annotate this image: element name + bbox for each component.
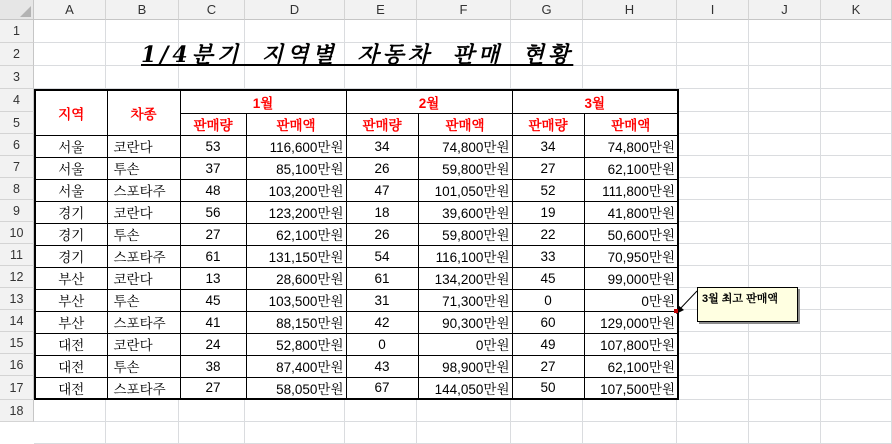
region-cell[interactable]: 부산	[35, 311, 107, 333]
column-header-a[interactable]: A	[34, 0, 106, 20]
amount-mar-cell[interactable]: 50,600만원	[584, 223, 678, 245]
row-header-16[interactable]: 16	[0, 354, 34, 376]
amount-jan-cell[interactable]: 52,800만원	[246, 333, 346, 355]
row-header-1[interactable]: 1	[0, 20, 34, 43]
header-model[interactable]: 차종	[107, 90, 180, 135]
qty-feb-cell[interactable]: 43	[346, 355, 418, 377]
header-month-2[interactable]: 2월	[346, 90, 512, 113]
qty-mar-cell[interactable]: 33	[512, 245, 584, 267]
qty-feb-cell[interactable]: 47	[346, 179, 418, 201]
amount-jan-cell[interactable]: 88,150만원	[246, 311, 346, 333]
cell-comment[interactable]	[697, 287, 798, 322]
row-header-12[interactable]: 12	[0, 266, 34, 288]
amount-jan-cell[interactable]: 62,100만원	[246, 223, 346, 245]
amount-feb-cell[interactable]: 0만원	[418, 333, 512, 355]
column-header-i[interactable]: I	[677, 0, 749, 20]
model-cell[interactable]: 코란다	[107, 333, 180, 355]
qty-mar-cell[interactable]: 49	[512, 333, 584, 355]
column-header-j[interactable]: J	[749, 0, 821, 20]
amount-feb-cell[interactable]: 74,800만원	[418, 135, 512, 157]
header-amount[interactable]: 판매액	[584, 113, 678, 135]
amount-jan-cell[interactable]: 116,600만원	[246, 135, 346, 157]
qty-jan-cell[interactable]: 13	[180, 267, 246, 289]
amount-feb-cell[interactable]: 134,200만원	[418, 267, 512, 289]
qty-feb-cell[interactable]: 31	[346, 289, 418, 311]
qty-jan-cell[interactable]: 38	[180, 355, 246, 377]
amount-feb-cell[interactable]: 71,300만원	[418, 289, 512, 311]
row-header-14[interactable]: 14	[0, 310, 34, 332]
amount-mar-cell[interactable]: 107,800만원	[584, 333, 678, 355]
amount-feb-cell[interactable]: 39,600만원	[418, 201, 512, 223]
amount-mar-cell[interactable]: 70,950만원	[584, 245, 678, 267]
qty-mar-cell[interactable]: 19	[512, 201, 584, 223]
model-cell[interactable]: 투손	[107, 157, 180, 179]
qty-jan-cell[interactable]: 61	[180, 245, 246, 267]
qty-feb-cell[interactable]: 26	[346, 157, 418, 179]
header-month-3[interactable]: 3월	[512, 90, 678, 113]
header-qty[interactable]: 판매량	[180, 113, 246, 135]
row-header-7[interactable]: 7	[0, 156, 34, 178]
region-cell[interactable]: 경기	[35, 245, 107, 267]
row-header-18[interactable]: 18	[0, 400, 34, 422]
amount-mar-cell[interactable]: 111,800만원	[584, 179, 678, 201]
row-header-9[interactable]: 9	[0, 200, 34, 222]
region-cell[interactable]: 대전	[35, 333, 107, 355]
qty-feb-cell[interactable]: 61	[346, 267, 418, 289]
amount-mar-cell[interactable]: 99,000만원	[584, 267, 678, 289]
column-header-f[interactable]: F	[417, 0, 511, 20]
row-header-5[interactable]: 5	[0, 112, 34, 134]
amount-mar-cell[interactable]: 0만원	[584, 289, 678, 311]
row-header-17[interactable]: 17	[0, 376, 34, 400]
amount-jan-cell[interactable]: 58,050만원	[246, 377, 346, 399]
header-region[interactable]: 지역	[35, 90, 107, 135]
region-cell[interactable]: 경기	[35, 201, 107, 223]
amount-feb-cell[interactable]: 98,900만원	[418, 355, 512, 377]
header-qty[interactable]: 판매량	[512, 113, 584, 135]
qty-feb-cell[interactable]: 0	[346, 333, 418, 355]
model-cell[interactable]: 스포타주	[107, 179, 180, 201]
column-header-d[interactable]: D	[245, 0, 345, 20]
amount-feb-cell[interactable]: 116,100만원	[418, 245, 512, 267]
qty-mar-cell[interactable]: 27	[512, 355, 584, 377]
column-header-k[interactable]: K	[821, 0, 892, 20]
region-cell[interactable]: 서울	[35, 135, 107, 157]
qty-jan-cell[interactable]: 27	[180, 223, 246, 245]
qty-feb-cell[interactable]: 42	[346, 311, 418, 333]
amount-jan-cell[interactable]: 103,200만원	[246, 179, 346, 201]
amount-mar-cell[interactable]: 41,800만원	[584, 201, 678, 223]
region-cell[interactable]: 대전	[35, 355, 107, 377]
column-header-g[interactable]: G	[511, 0, 583, 20]
region-cell[interactable]: 대전	[35, 377, 107, 399]
amount-mar-cell[interactable]: 62,100만원	[584, 157, 678, 179]
model-cell[interactable]: 코란다	[107, 135, 180, 157]
qty-jan-cell[interactable]: 45	[180, 289, 246, 311]
row-header-2[interactable]: 2	[0, 43, 34, 66]
header-month-1[interactable]: 1월	[180, 90, 346, 113]
row-header-3[interactable]: 3	[0, 66, 34, 89]
header-qty[interactable]: 판매량	[346, 113, 418, 135]
row-header-11[interactable]: 11	[0, 244, 34, 266]
amount-feb-cell[interactable]: 101,050만원	[418, 179, 512, 201]
qty-mar-cell[interactable]: 34	[512, 135, 584, 157]
model-cell[interactable]: 투손	[107, 289, 180, 311]
amount-feb-cell[interactable]: 59,800만원	[418, 223, 512, 245]
header-amount[interactable]: 판매액	[418, 113, 512, 135]
qty-jan-cell[interactable]: 48	[180, 179, 246, 201]
amount-jan-cell[interactable]: 123,200만원	[246, 201, 346, 223]
amount-mar-cell[interactable]: 107,500만원	[584, 377, 678, 399]
column-header-b[interactable]: B	[106, 0, 179, 20]
region-cell[interactable]: 서울	[35, 157, 107, 179]
model-cell[interactable]: 스포타주	[107, 377, 180, 399]
amount-mar-cell[interactable]: 62,100만원	[584, 355, 678, 377]
column-header-h[interactable]: H	[583, 0, 677, 20]
qty-jan-cell[interactable]: 53	[180, 135, 246, 157]
amount-jan-cell[interactable]: 28,600만원	[246, 267, 346, 289]
amount-mar-cell[interactable]: 74,800만원	[584, 135, 678, 157]
qty-feb-cell[interactable]: 34	[346, 135, 418, 157]
region-cell[interactable]: 서울	[35, 179, 107, 201]
row-header-13[interactable]: 13	[0, 288, 34, 310]
qty-feb-cell[interactable]: 18	[346, 201, 418, 223]
model-cell[interactable]: 코란다	[107, 201, 180, 223]
row-header-15[interactable]: 15	[0, 332, 34, 354]
region-cell[interactable]: 경기	[35, 223, 107, 245]
region-cell[interactable]: 부산	[35, 267, 107, 289]
qty-mar-cell[interactable]: 27	[512, 157, 584, 179]
amount-feb-cell[interactable]: 59,800만원	[418, 157, 512, 179]
amount-jan-cell[interactable]: 131,150만원	[246, 245, 346, 267]
model-cell[interactable]: 코란다	[107, 267, 180, 289]
amount-mar-cell[interactable]: 129,000만원	[584, 311, 678, 333]
column-header-e[interactable]: E	[345, 0, 417, 20]
qty-mar-cell[interactable]: 60	[512, 311, 584, 333]
header-amount[interactable]: 판매액	[246, 113, 346, 135]
qty-feb-cell[interactable]: 54	[346, 245, 418, 267]
model-cell[interactable]: 스포타주	[107, 245, 180, 267]
model-cell[interactable]: 투손	[107, 223, 180, 245]
qty-jan-cell[interactable]: 37	[180, 157, 246, 179]
qty-mar-cell[interactable]: 52	[512, 179, 584, 201]
qty-mar-cell[interactable]: 0	[512, 289, 584, 311]
qty-feb-cell[interactable]: 26	[346, 223, 418, 245]
row-header-6[interactable]: 6	[0, 134, 34, 156]
row-header-4[interactable]: 4	[0, 89, 34, 112]
model-cell[interactable]: 투손	[107, 355, 180, 377]
qty-mar-cell[interactable]: 22	[512, 223, 584, 245]
row-header-8[interactable]: 8	[0, 178, 34, 200]
model-cell[interactable]: 스포타주	[107, 311, 180, 333]
region-cell[interactable]: 부산	[35, 289, 107, 311]
qty-mar-cell[interactable]: 45	[512, 267, 584, 289]
amount-feb-cell[interactable]: 144,050만원	[418, 377, 512, 399]
comment-text: 3월 최고 판매액	[702, 293, 778, 305]
row-header-10[interactable]: 10	[0, 222, 34, 244]
amount-feb-cell[interactable]: 90,300만원	[418, 311, 512, 333]
qty-feb-cell[interactable]: 67	[346, 377, 418, 399]
sheet-title: 1/4분기 지역별 자동차 판매 현황	[141, 42, 574, 68]
qty-jan-cell[interactable]: 56	[180, 201, 246, 223]
qty-jan-cell[interactable]: 27	[180, 377, 246, 399]
qty-jan-cell[interactable]: 24	[180, 333, 246, 355]
amount-jan-cell[interactable]: 103,500만원	[246, 289, 346, 311]
qty-jan-cell[interactable]: 41	[180, 311, 246, 333]
amount-jan-cell[interactable]: 85,100만원	[246, 157, 346, 179]
qty-mar-cell[interactable]: 50	[512, 377, 584, 399]
column-header-c[interactable]: C	[179, 0, 245, 20]
amount-jan-cell[interactable]: 87,400만원	[246, 355, 346, 377]
